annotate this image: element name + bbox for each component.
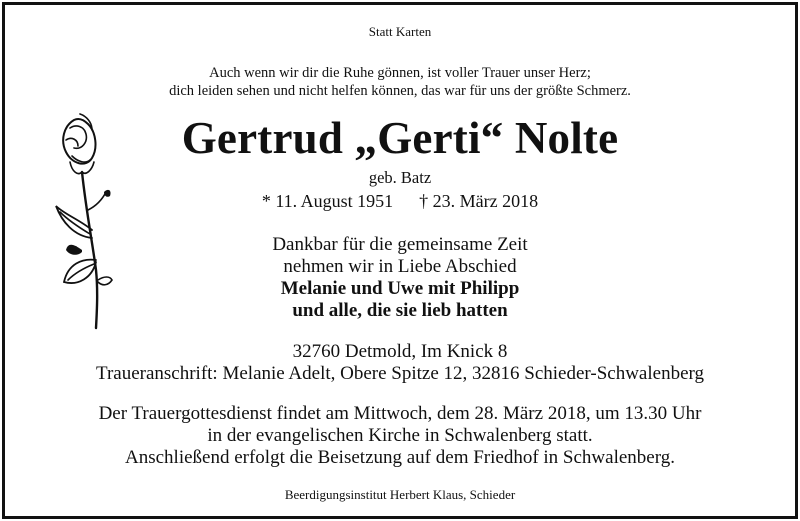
mourning-address: Traueranschrift: Melanie Adelt, Obere Spitze 12, 32816 Schieder-Schwalenberg — [96, 363, 704, 384]
footer-undertaker: Beerdigungsinstitut Herbert Klaus, Schieder — [284, 487, 516, 502]
death-date: † 23. März 2018 — [419, 191, 539, 211]
address-line: 32760 Detmold, Im Knick 8 — [292, 341, 508, 362]
life-dates — [0, 191, 800, 212]
family-line-2: und alle, die sie lieb hatten — [292, 300, 508, 321]
verse-line-2: dich leiden sehen und nicht helfen können, das war für uns der größte Schmerz. — [169, 83, 631, 99]
farewell-line-2: nehmen wir in Liebe Abschied — [283, 256, 517, 277]
deceased-name: Gertrud „Gerti“ Nolte — [181, 113, 619, 163]
service-line-1: Der Trauergottesdienst findet am Mittwoch, dem 28. März 2018, um 13.30 Uhr — [98, 403, 702, 424]
service-line-3: Anschließend erfolgt die Beisetzung auf dem Friedhof in Schwalenberg. — [125, 447, 675, 468]
birth-name: geb. Batz — [368, 168, 432, 187]
service-line-2: in der evangelischen Kirche in Schwalenberg statt. — [207, 425, 593, 446]
header-text: Statt Karten — [368, 24, 432, 39]
birth-date: * 11. August 1951 — [261, 191, 394, 211]
verse-line-1: Auch wenn wir dir die Ruhe gönnen, ist voller Trauer unser Herz; — [209, 65, 591, 81]
farewell-line-1: Dankbar für die gemeinsame Zeit — [272, 234, 528, 255]
family-line-1: Melanie und Uwe mit Philipp — [280, 278, 520, 299]
